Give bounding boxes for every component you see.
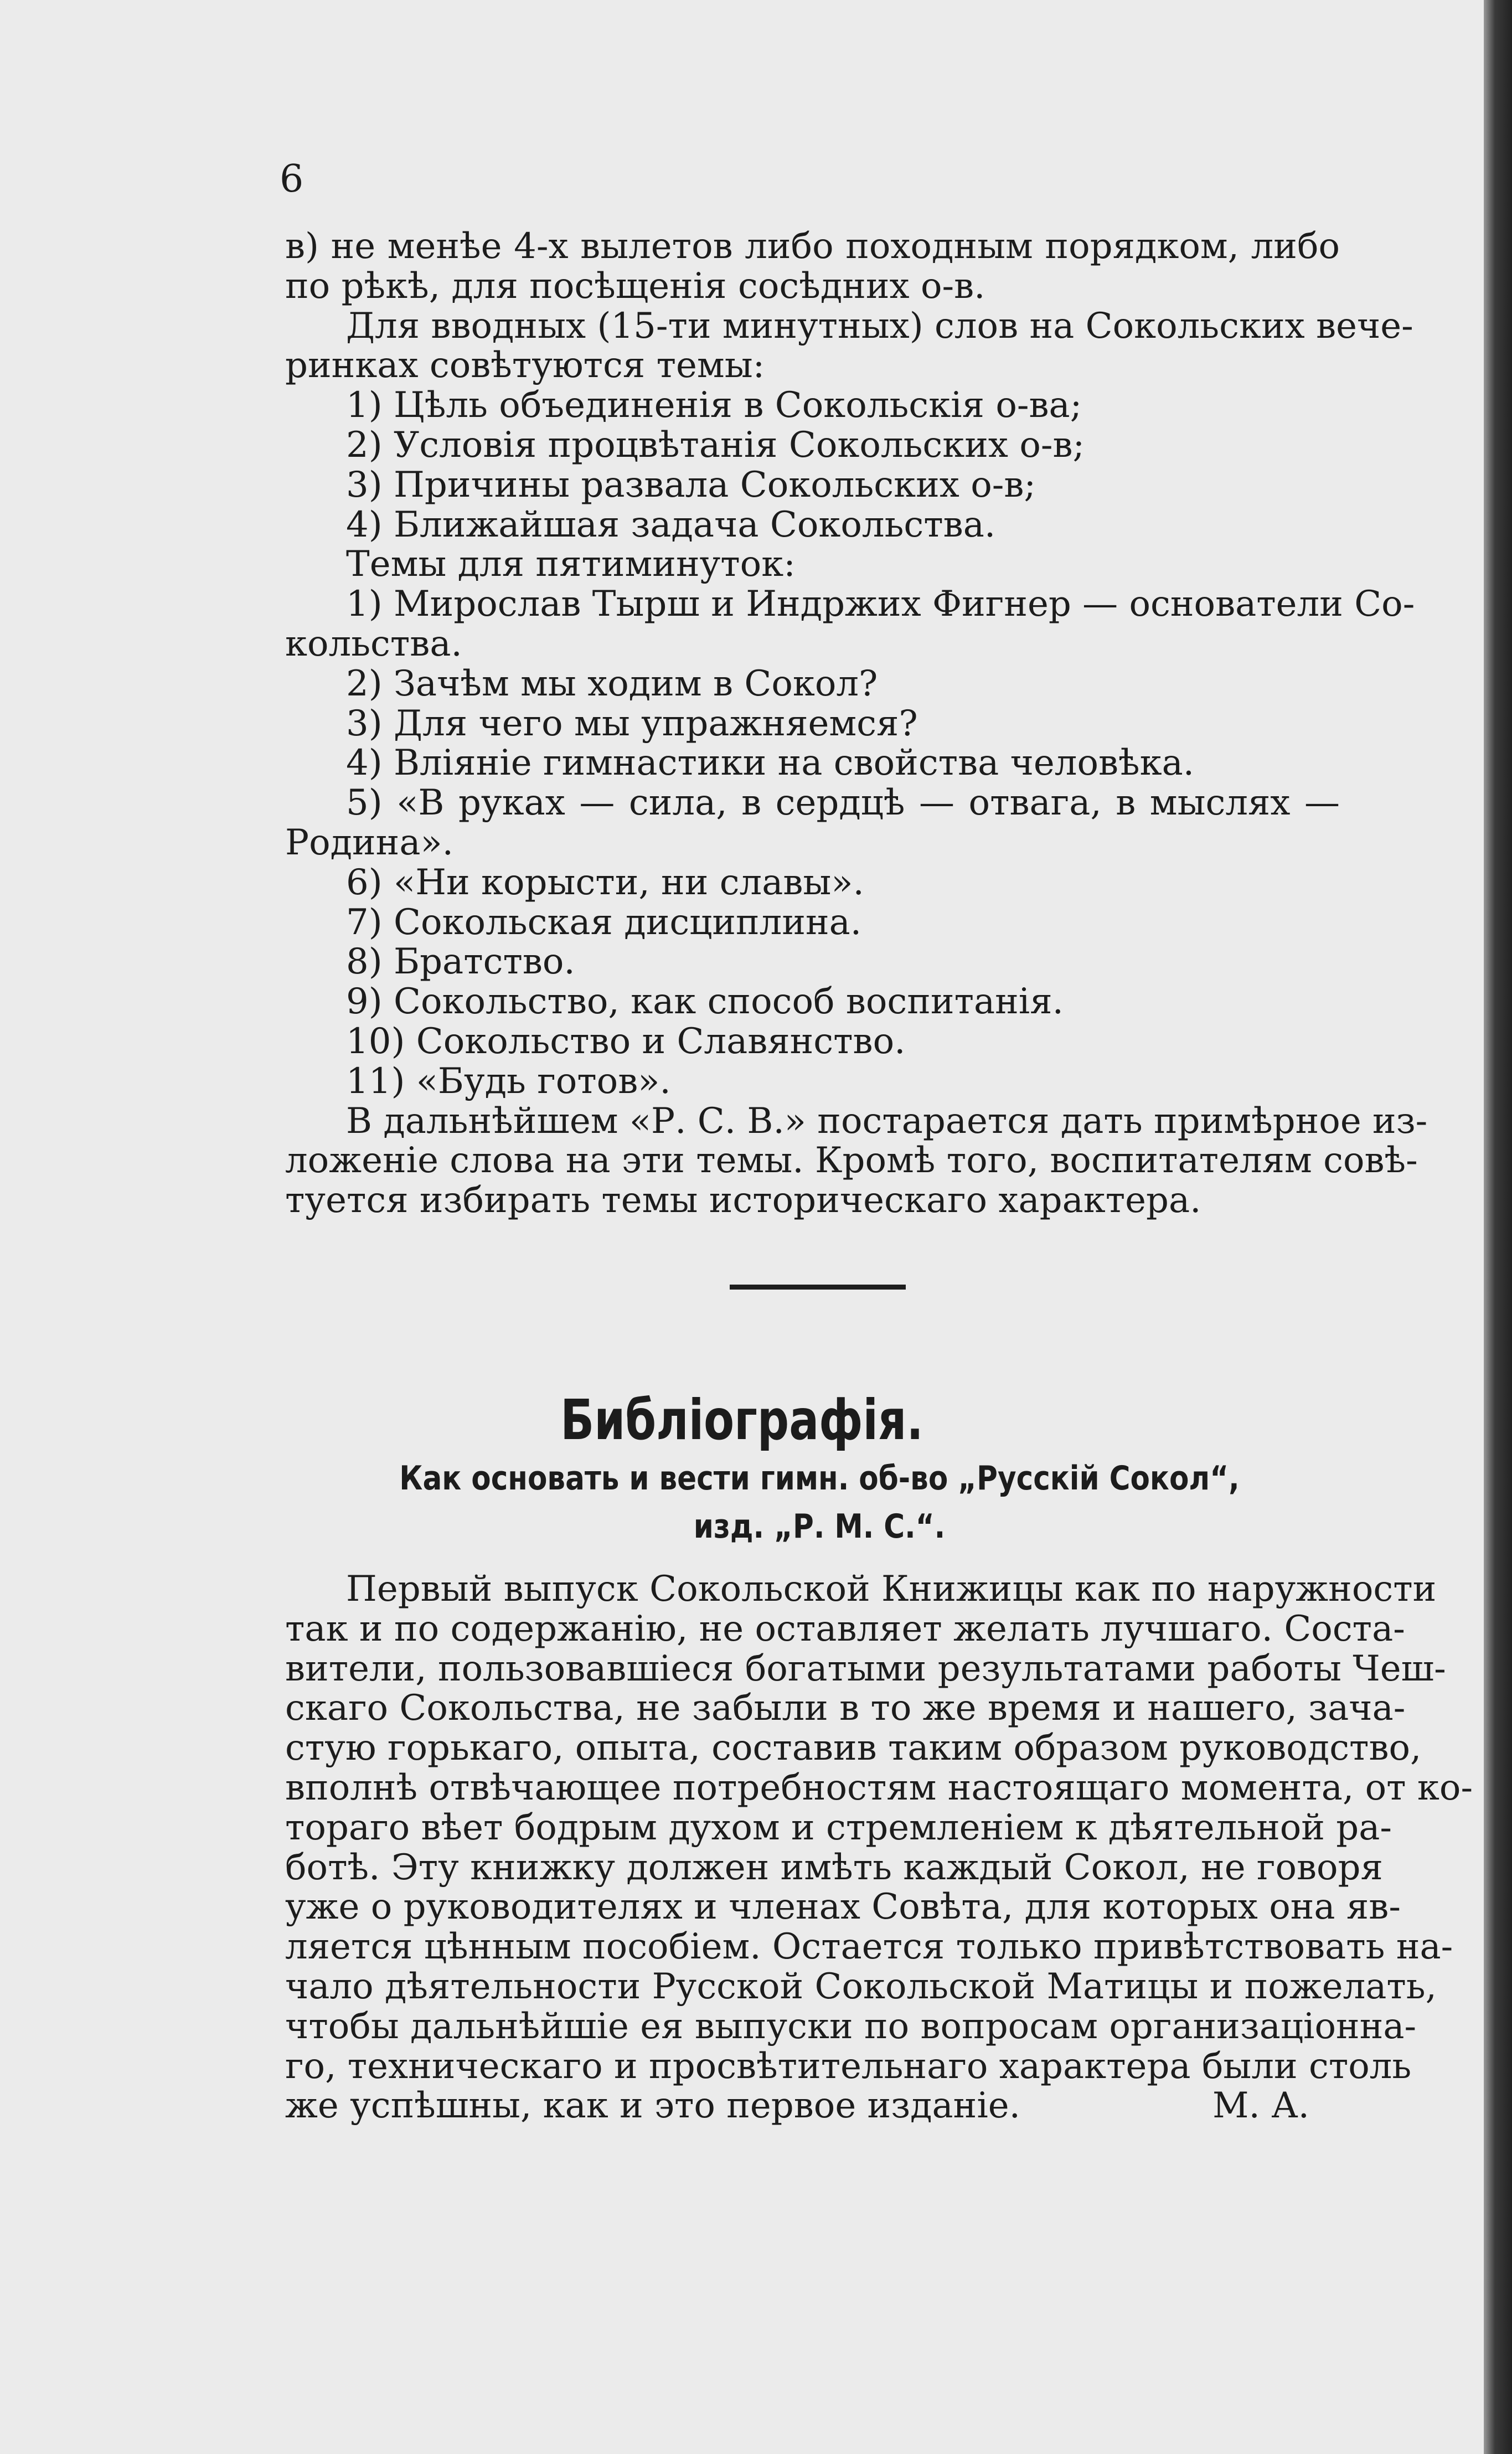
text-line: стую горькаго, опыта, составив таким образом руководство, <box>285 1728 1422 1769</box>
text-line: скаго Сокольства, не забыли в то же время и нашего, зача- <box>285 1688 1406 1729</box>
text-line: вполнѣ отвѣчающее потребностям настоящаго момента, от ко- <box>285 1767 1473 1808</box>
text-line: так и по содержанію, не оставляет желать лучшаго. Соста- <box>285 1608 1405 1649</box>
page-edge-shadow <box>1484 0 1512 2454</box>
text-line: ботѣ. Эту книжку должен имѣть каждый Сокол, не говоря <box>285 1847 1383 1888</box>
text-line: в) не менѣе 4-х вылетов либо походным порядком, либо <box>285 226 1340 267</box>
list-item: 9) Сокольство, как способ воспитанія. <box>346 981 1064 1023</box>
text-line: по рѣкѣ, для посѣщенія сосѣдних о-в. <box>285 265 985 307</box>
list-item: 4) Ближайшая задача Сокольства. <box>346 504 996 545</box>
section-divider <box>730 1285 906 1290</box>
list-item: 5) «В руках — сила, в сердцѣ — отвага, в мыслях — <box>346 782 1340 824</box>
last-line-row <box>285 2086 1340 2126</box>
text-line: Родина». <box>285 822 453 863</box>
list-item: 1) Мирослав Тырш и Индржих Фигнер — основатели Со- <box>346 584 1415 625</box>
list-item: 7) Сокольская дисциплина. <box>346 901 862 943</box>
list-item: 3) Причины развала Сокольских о-в; <box>346 464 1036 506</box>
list-item: 6) «Ни корысти, ни славы». <box>346 862 864 903</box>
list-item: 10) Сокольство и Славянство. <box>346 1020 906 1062</box>
book-title-line: Как основать и вести гимн. об-во „Русскій Сокол“, <box>399 1459 1240 1498</box>
text-line: ринках совѣтуются темы: <box>285 345 765 386</box>
review-section <box>285 1569 1473 2127</box>
text-line: го, техническаго и просвѣтительнаго характера были столь <box>285 2045 1412 2087</box>
list-item: 4) Вліяніе гимнастики на свойства человѣка. <box>346 743 1195 784</box>
text-line: уже о руководителях и членах Совѣта, для которых она яв- <box>285 1886 1401 1928</box>
text-line: туется избирать темы историческаго характера. <box>285 1180 1201 1221</box>
text-line: же успѣшны, как и это первое изданіе. <box>285 2085 1020 2127</box>
list-item: 1) Цѣль объединенія в Сокольскія о-ва; <box>346 385 1082 426</box>
text-line: Для вводных (15-ти минутных) слов на Сокольских вече- <box>346 305 1413 347</box>
recommendations-section <box>285 226 1428 1221</box>
text-line: ляется цѣнным пособіем. Остается только привѣтствовать на- <box>285 1926 1453 1968</box>
page-number: 6 <box>280 157 304 201</box>
text-line: чтобы дальнѣйшіе ея выпуски по вопросам организаціонна- <box>285 2006 1417 2047</box>
section-title: Библіографія. <box>560 1388 923 1452</box>
list-item: 3) Для чего мы упражняемся? <box>346 703 918 744</box>
text-line: чало дѣятельности Русской Сокольской Матицы и пожелать, <box>285 1966 1437 2007</box>
signature: М. А. <box>1212 2085 1309 2127</box>
text-line: вители, пользовавшіеся богатыми результатами работы Чеш- <box>285 1648 1446 1689</box>
text-line: ложеніе слова на эти темы. Кромѣ того, воспитателям совѣ- <box>285 1140 1418 1182</box>
text-line: тораго вѣет бодрым духом и стремленіем к дѣятельной ра- <box>285 1807 1392 1848</box>
text-line: кольства. <box>285 623 462 664</box>
list-item: 2) Зачѣм мы ходим в Сокол? <box>346 663 878 704</box>
list-item: 8) Братство. <box>346 941 575 983</box>
book-title-line: изд. „Р. М. С.“. <box>693 1507 946 1546</box>
list-item: 11) «Будь готов». <box>346 1060 671 1102</box>
text-line: Первый выпуск Сокольской Книжицы как по наружности <box>346 1569 1437 1610</box>
text-line: В дальнѣйшем «Р. С. В.» постарается дать примѣрное из- <box>346 1100 1428 1142</box>
text-line: Темы для пятиминуток: <box>346 544 796 585</box>
list-item: 2) Условія процвѣтанія Сокольских о-в; <box>346 424 1085 466</box>
